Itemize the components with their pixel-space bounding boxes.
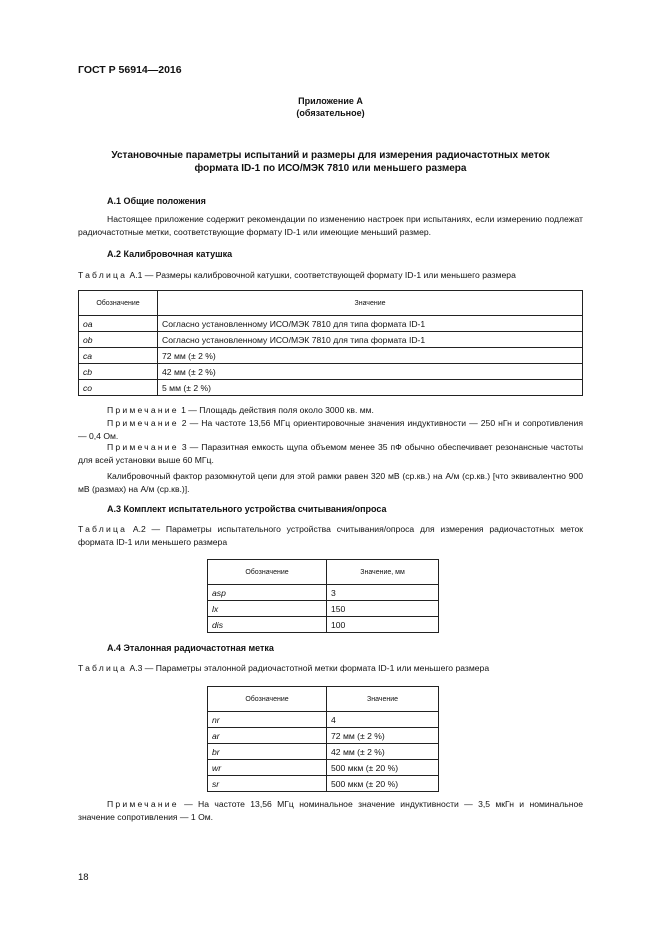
note-text: — На частоте 13,56 МГц номинальное значение индуктивности — 3,5 мкГн и номинальное значение сопротивления — 1 Ом.	[78, 799, 584, 822]
note-text: 2 — На частоте 13,56 МГц ориентировочные значения индуктивности — 250 нГн и сопротивления — 0,4 Ом.	[78, 418, 583, 441]
table-cell: oa	[79, 316, 158, 332]
table-a1-header-designation: Обозначение	[79, 291, 158, 316]
table-a3-header-value: Значение	[327, 687, 439, 712]
table-a2-caption-label: Таблица	[78, 524, 128, 534]
appendix-status: (обязательное)	[296, 108, 365, 118]
table-cell: 150	[327, 601, 439, 617]
table-cell: cb	[79, 364, 158, 380]
note-text: 3 — Паразитная емкость щупа объемом менее 35 пФ обычно обеспечивает резонансные частоты для всей установки выше 60 МГц.	[78, 442, 584, 465]
note-1	[78, 404, 583, 417]
note-3	[78, 441, 583, 466]
page-title	[78, 149, 583, 175]
table-cell: 42 мм (± 2 %)	[327, 744, 439, 760]
appendix-label: Приложение А	[298, 96, 363, 106]
table-row	[208, 712, 439, 728]
table-a3-header-designation: Обозначение	[208, 687, 327, 712]
table-cell: ca	[79, 348, 158, 364]
table-cell: wr	[208, 760, 327, 776]
note-a4	[78, 798, 583, 823]
table-row	[208, 601, 439, 617]
note-2	[78, 417, 583, 442]
table-row	[208, 585, 439, 601]
table-a2-header-designation: Обозначение	[208, 560, 327, 585]
table-cell: br	[208, 744, 327, 760]
table-cell: 500 мкм (± 20 %)	[327, 760, 439, 776]
table-a1-header-value: Значение	[158, 291, 583, 316]
table-a3-caption-text: А.3 — Параметры эталонной радиочастотной метки формата ID-1 или меньшего размера	[129, 663, 490, 673]
section-a3-heading: А.3 Комплект испытательного устройства считывания/опроса	[107, 504, 387, 514]
note-label: Примечание	[107, 799, 179, 809]
table-a1	[78, 290, 583, 396]
table-cell: asp	[208, 585, 327, 601]
calibration-factor-text: Калибровочный фактор разомкнутой цепи для этой рамки равен 320 мВ (ср.кв.) на А/м (ср.кв.) [что эквивалентно 900 мВ (размах) на А/м (ср.кв.)].	[78, 471, 583, 494]
table-a2-caption-text: А.2 — Параметры испытательного устройства считывания/опроса для измерения радиочастотных меток формата ID-1 или меньшего размера	[78, 524, 583, 547]
note-text: 1 — Площадь действия поля около 3000 кв. мм.	[181, 405, 374, 415]
table-cell: nr	[208, 712, 327, 728]
note-label: Примечание	[107, 405, 179, 415]
table-a1-caption-label: Таблица	[78, 270, 128, 280]
table-row	[79, 316, 583, 332]
table-cell: ob	[79, 332, 158, 348]
table-cell: 72 мм (± 2 %)	[327, 728, 439, 744]
table-cell: 3	[327, 585, 439, 601]
table-cell: dis	[208, 617, 327, 633]
table-cell: 500 мкм (± 20 %)	[327, 776, 439, 792]
table-row	[208, 760, 439, 776]
table-a2-caption	[78, 523, 583, 548]
table-cell: lx	[208, 601, 327, 617]
table-cell: 5 мм (± 2 %)	[158, 380, 583, 396]
page-title-line2: формата ID-1 по ИСО/МЭК 7810 или меньшего размера	[194, 163, 467, 174]
table-a1-caption-text: А.1 — Размеры калибровочной катушки, соответствующей формату ID-1 или меньшего размера	[129, 270, 516, 280]
table-row	[208, 617, 439, 633]
section-a4-heading: А.4 Эталонная радиочастотная метка	[107, 643, 274, 653]
table-row	[79, 364, 583, 380]
table-row	[208, 776, 439, 792]
table-cell: co	[79, 380, 158, 396]
table-cell: Согласно установленному ИСО/МЭК 7810 для типа формата ID-1	[158, 332, 583, 348]
standard-code: ГОСТ Р 56914—2016	[78, 64, 182, 76]
page-number: 18	[78, 872, 89, 883]
note-label: Примечание	[107, 442, 179, 452]
note-label: Примечание	[107, 418, 179, 428]
table-cell: sr	[208, 776, 327, 792]
table-a2	[207, 559, 439, 633]
page-title-line1: Установочные параметры испытаний и размеры для измерения радиочастотных меток	[111, 150, 550, 161]
table-cell: 42 мм (± 2 %)	[158, 364, 583, 380]
table-cell: ar	[208, 728, 327, 744]
table-a3-caption-label: Таблица	[78, 663, 128, 673]
appendix-title	[78, 95, 583, 119]
table-a1-caption	[78, 269, 583, 282]
table-a3-caption	[78, 662, 583, 675]
table-a2-header-value: Значение, мм	[327, 560, 439, 585]
table-cell: 100	[327, 617, 439, 633]
table-row	[79, 332, 583, 348]
section-a1-text: Настоящее приложение содержит рекомендации по изменению настроек при испытаниях, если измерению подлежат радиочастотные метки, соответствующие формату ID-1 или имеющие меньший размер.	[78, 214, 583, 237]
table-cell: 72 мм (± 2 %)	[158, 348, 583, 364]
table-cell: Согласно установленному ИСО/МЭК 7810 для типа формата ID-1	[158, 316, 583, 332]
table-a3	[207, 686, 439, 792]
table-row	[208, 728, 439, 744]
section-a2-heading: А.2 Калибровочная катушка	[107, 249, 233, 259]
table-row	[79, 380, 583, 396]
section-a1-heading: А.1 Общие положения	[107, 196, 206, 206]
table-cell: 4	[327, 712, 439, 728]
table-row	[79, 348, 583, 364]
table-row	[208, 744, 439, 760]
